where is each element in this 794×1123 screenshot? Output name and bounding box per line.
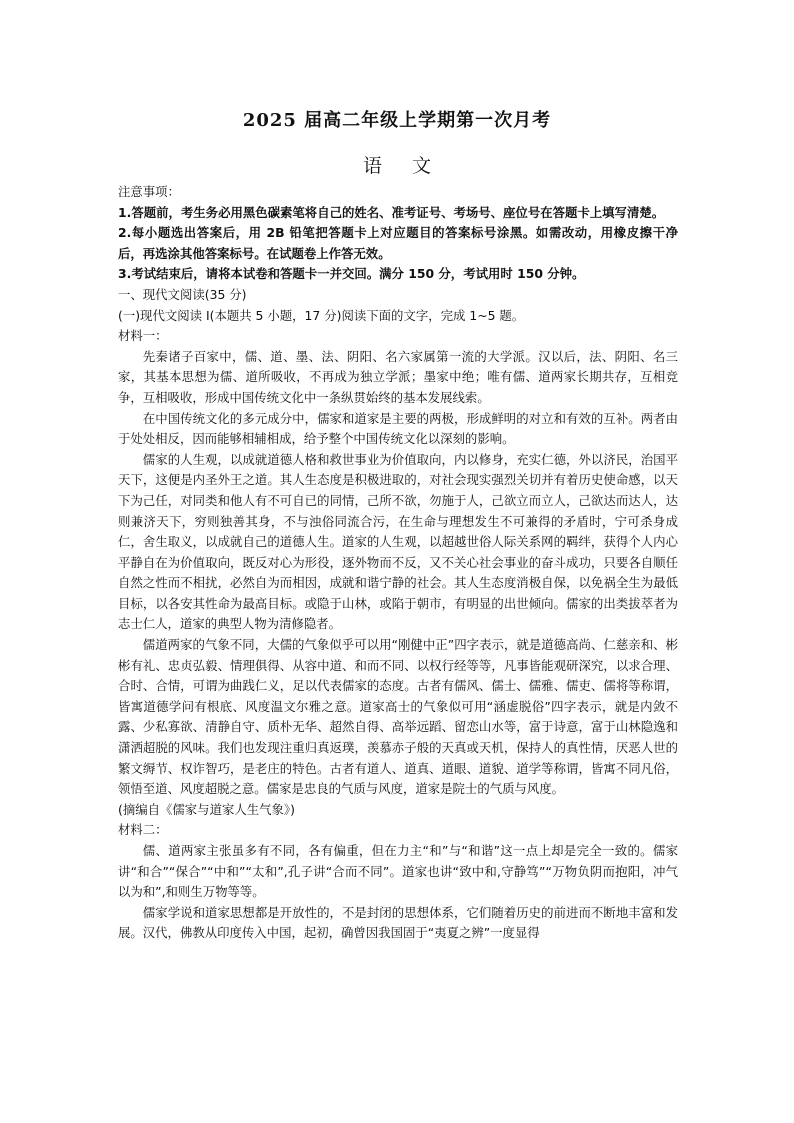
notice-heading: 注意事项： [118, 184, 180, 199]
exam-title: 2025 届高二年级上学期第一次月考 [242, 110, 552, 131]
notice-item: 1.答题前，考生务必用黑色碳素笔将自己的姓名、准考证号、考场号、座位号在答题卡上填写清楚。 [118, 204, 665, 220]
material-label: 材料二： [118, 822, 168, 838]
notice-item: 2.每小题选出答案后，用 2B 铅笔把答题卡上对应题目的答案标号涂黑。如需改动，用橡皮擦干净后，再选涂其他答案标号。在试题卷上作答无效。 [118, 225, 678, 261]
source-citation: (摘编自《儒家与道家人生气象》) [118, 801, 295, 817]
paragraph: 儒道两家的气象不同，大儒的气象似乎可以用“刚健中正”四字表示，就是道德高尚、仁慈亲和、彬彬有礼、忠贞弘毅、情理俱得、从容中道、和而不同、以权行经等等，凡事皆能观研深究，以求合理、合时、合情，可谓为曲践仁义，足以代表儒家的态度。古者有儒风、儒士、儒雅、儒吏、儒将等称谓，皆寓道德学问有根底、风度温文尔雅之意。道家高士的气象似可用“涵虚脱俗”四字表示，就是内敛不露、少私寡欲、清静自守、质朴无华、超然自得、高举远蹈、留恋山水等，富于诗意，富于山林隐逸和潇洒超脱的风味。我们也发现注重归真返璞，羡慕赤子般的天真或天机，保持人的真性情，厌恶人世的繁文缛节、权诈智巧，是老庄的特色。古者有道人、道真、道眼、道貌、道学等称谓，皆寓不同凡俗，领悟至道、风度超脱之意。儒家是忠良的气质与风度，道家是院士的气质与风度。 [118, 637, 678, 797]
notice-item: 3.考试结束后，请将本试卷和答题卡一并交回。满分 150 分，考试用时 150 分钟。 [118, 266, 585, 282]
material-label: 材料一： [118, 328, 168, 344]
subject-char-2: 文 [412, 155, 432, 177]
paragraph: 儒、道两家主张虽多有不同，各有偏重，但在力主“和”与“和谐”这一点上却是完全一致的。儒家讲“和合”“保合”“中和”“太和”,孔子讲“合而不同”。道家也讲“致中和,守静笃”“万物负阴而抱阳，冲气以为和”,和则生万物等等。 [118, 843, 678, 900]
subject-title [0, 151, 794, 178]
paragraph: 在中国传统文化的多元成分中，儒家和道家是主要的两极，形成鲜明的对立和有效的互补。两者由于处处相反，因而能够相辅相成，给予整个中国传统文化以深刻的影响。 [118, 410, 678, 447]
exam-content [118, 182, 678, 944]
paragraph: 儒家学说和道家思想都是开放性的，不是封闭的思想体系，它们随着历史的前进而不断地丰富和发展。汉代，佛教从印度传入中国，起初，确曾因我国固于“夷夏之辨”一度显得 [118, 904, 678, 941]
paragraph: 儒家的人生观，以成就道德人格和救世事业为价值取向，内以修身，充实仁德，外以济民，治国平天下，这便是内圣外王之道。其人生态度是积极进取的，对社会现实强烈关切并有着历史使命感，以天下为己任，对同类和他人有不可自已的同情，己所不欲，勿施于人，己欲立而立人，己欲达而达人，达则兼济天下，穷则独善其身，不与浊俗同流合污，在生命与理想发生不可兼得的矛盾时，宁可杀身成仁，舍生取义，以成就自己的道德人生。道家的人生观，以超越世俗人际关系网的羁绊，获得个人内心平静自在为价值取向，既反对心为形役，逐外物而不反，又不关心社会事业的奋斗成功，只要各自顺任自然之性而不相扰，必然自为而相因，成就和谐宁静的社会。其人生态度消极自保，以免祸全生为最低目标，以各安其性命为最高目标。或隐于山林，或陷于朝市，有明显的出世倾向。儒家的出类拔萃者为志士仁人，道家的典型人物为清修隐者。 [118, 451, 678, 632]
section-heading: 一、现代文阅读(35 分) [118, 286, 247, 302]
paragraph: 先秦诸子百家中，儒、道、墨、法、阴阳、名六家属第一流的大学派。汉以后，法、阴阳、名三家，其基本思想为儒、道所吸收，不再成为独立学派；墨家中绝；唯有儒、道两家长期共存，互相竞争，互相吸收，形成中国传统文化中一条纵贯始终的基本发展线索。 [118, 348, 678, 405]
subject-char-1: 语 [362, 155, 382, 177]
subsection-heading: (一)现代文阅读 I(本题共 5 小题，17 分)阅读下面的文字，完成 1~5 题。 [118, 307, 525, 323]
